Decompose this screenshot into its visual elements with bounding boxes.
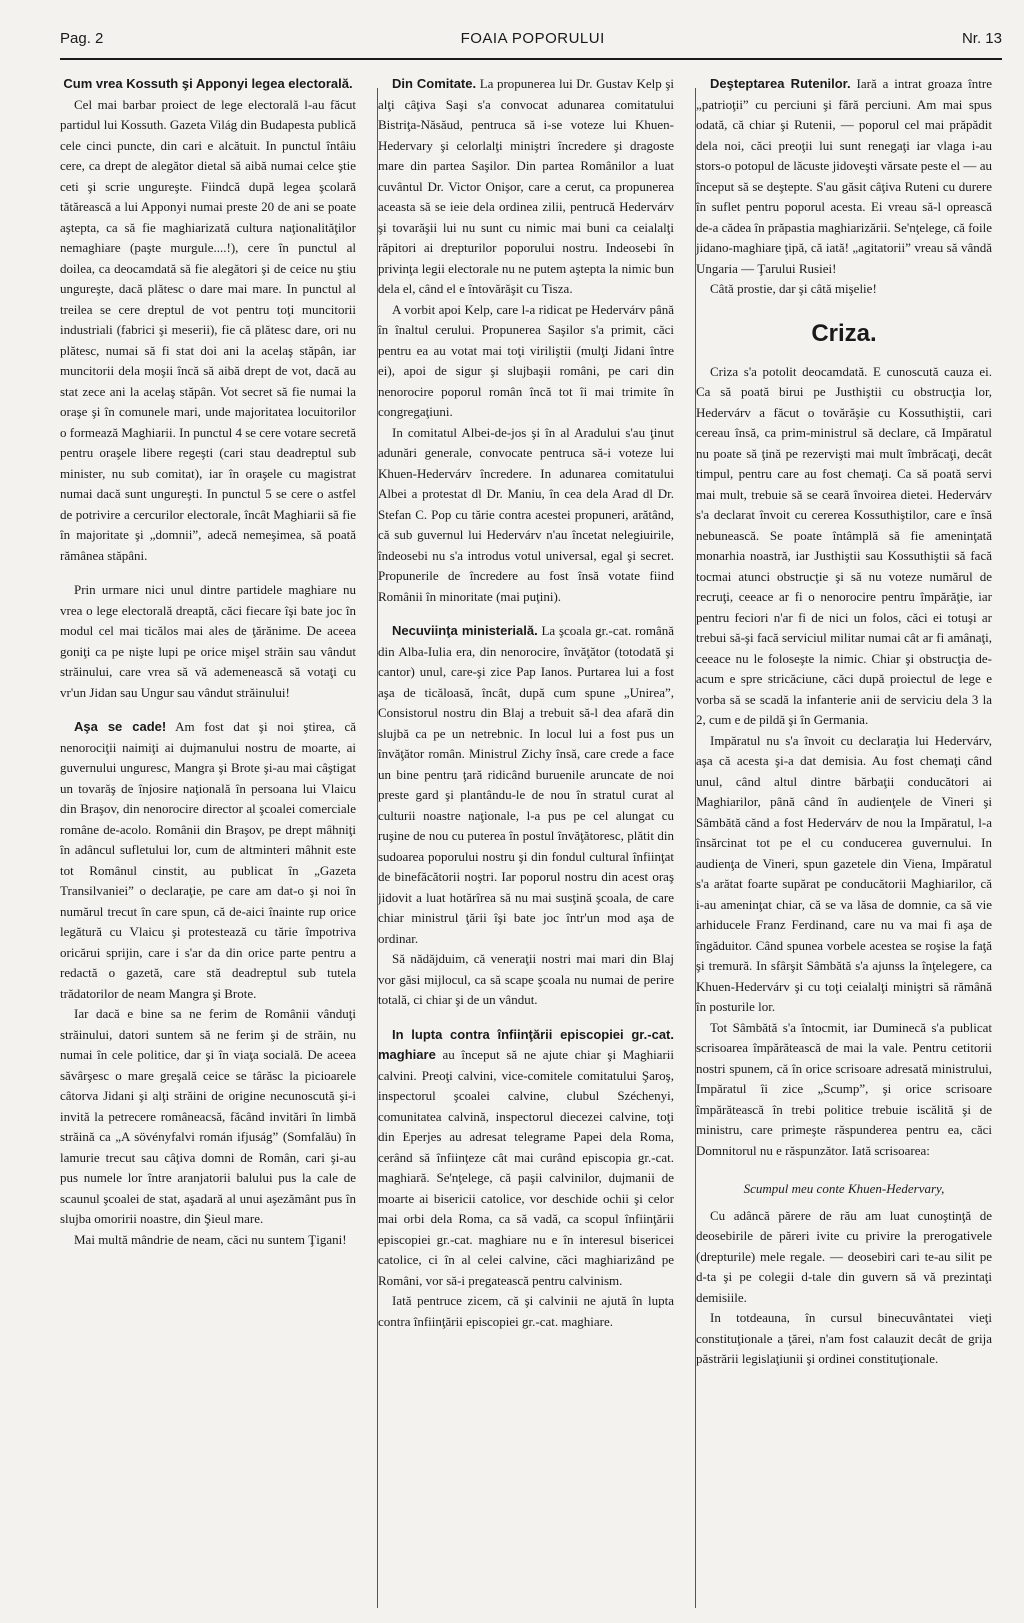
letter-salutation: Scumpul meu conte Khuen-Hedervary, [743,1181,945,1196]
header-rule [60,58,1002,60]
article-paragraph: In totdeauna, în cursul binecuvântatei vieţi constituţionale a ţărei, n'am fost calauzit decât de grija păstrării legislaţiunii şi ordinei constituţionale. [696,1310,992,1366]
article-text: La şcoala gr.-cat. română din Alba-Iulia era, din nenorocire, învăţător (totodată şi cantor) unul, care-şi zice Pap Ianos. Purtarea lui a fost aşa de ticăloasă, încât, după cum spune „Unirea”, Consistorul nostru din Blaj a trebuit să-l dea afară din slujbă ca pe un netrebnic. In locul lui a fost pus un învăţător român. Ministrul Zichy însă, care crede a face un bine pentru ţară ridicând buruenile aruncate de noi preste gard şi plantându-le de nou în stratul curat al culturii noastre naţionale, l-a pus pe cel alungat cu ruşine de nou cu puterea în postul învăţătoresc, plătit din sudoarea poporului nostru şi din fondul cultural înfiinţat de binefăcătorii noştri. Iar poporul nostru din acest oraş jidovit a luat hotărîrea să nu mai susţină şcoala, de care chiar ministrul ţării îşi bate joc într'un mod aşa de ordinar. [378,623,674,946]
article-paragraph: A vorbit apoi Kelp, care l-a ridicat pe Hedervárv până în înaltul cerului. Propunerea Saşilor s'a primit, căci pentru ea au votat mai toţi viriliştii (mulţi Jidani între ei), apoi de sigur şi slujbaşii români, pe cari din nenorocire poporul român încă tot îi mai trimite în congregaţiuni. [378,301,674,419]
article-paragraph: Iar dacă e bine sa ne ferim de Românii vânduţi străinului, datori suntem să ne ferim şi de străin, nu numai în cele politice, dar şi în viaţa socială. De aceea săvârşesc o mare greşală ceice se târăsc la picioarele câtorva Jidani şi alţi străini de origine necunoscută şi-i invită la petrecere româneacsă, făcând invitări în limbă străină ca „A sövényfalvi román ifjuság” (Somfalău) în lamurie trecut sau câţiva domni de Român, cari şi-au pus numele lor între aranjatorii balului pus la cale de scaunul şcoalei de stat, aşadară al unui aşezământ pus în slujba omoririi noastre, din Şieul mare. [60,1006,356,1226]
issue-number: Nr. 13 [961,30,1002,47]
column-divider [377,88,378,1608]
article-lead-asa-se-cade: Aşa se cade! [74,719,167,734]
column-1 [60,74,356,1614]
article-paragraph: Impăratul nu s'a învoit cu declaraţia lui Hedervárv, aşa că acesta şi-a dat demisia. Au fost chemaţi când unul, când altul dintre bărbaţii conducători ai Maghiarilor, până când în audienţele de Vineri şi Sâmbătă cănd a fost Hedervárv de nou la Impăratul, l-a însărcinat tot pe el cu conducerea guvernului. In audienţa de Vineri, spun gazetele din Viena, Impăratul s'a arătat foarte supărat pe conducătorii Maghiarilor, că i-au ameninţat chiar, că se va lăsa de domnie, ca să vie arhiducele Franz Ferdinand, care nu va mai fi aşa de îngăduitor. Când spunea vorbele acestea se roşise la faţă şi tremură. In sfârşit Sâmbătă s'a ajunss la înţelegere, ca Khuen-Hedervárv şi cu toţi ceialalţi miniştri să rămână în posturile lor. [696,732,992,1014]
article-text: Iară a intrat groaza între „patrioţii” cu perciuni şi fără perciuni. Am mai spus odată, că chiar şi Rutenii, — poporul cel mai prăpădit dela noi, căci preoţii lui sunt renegaţi iar vlaga i-au stors-o potopul de lăcuste jidoveşti vărsate peste el — au început să se deştepte. S'au găsit câţiva Ruteni cu durere în suflet pentru poporul acesta. Ei vreau să-l oprească de-a cădea în prăpastia maghiarizării. Se'nţelege, că foile jidano-maghiare ţipă, că iată! „agitatorii” vreau să vândă Ungaria — Ţarului Rusiei! [696,76,992,276]
article-paragraph: Cu adâncă părere de rău am luat cunoştinţă de deosebirile de păreri ivite cu privire la prerogativele (drepturile) mele regale. — deosebiri cari te-au silit pe d-ta şi pe colegii d-tale din guvern să vă prezintaţi demisiile. [696,1207,992,1305]
article-text: La propunerea lui Dr. Gustav Kelp şi alţi câţiva Saşi s'a convocat adunarea comitatului Bistriţa-Năsăud, pentruca să i-se voteze lui Khuen-Hedervary şi celorlalţi miniştri încredere şi dragoste mare din partea Saşilor. Din partea Românilor a luat cuvântul Dr. Victor Onişor, care a cerut, ca propunerea aceasta să se ieie dela ordinea zilii, pentrucă Hedervárv şi tovarăşii lui nu sunt cu nimic mai buni ca ceialalţi răpitori ai drepturilor poporului nostru. Indeosebi în privinţa legii electorale nu ne putem aştepta la nimic bun dela el, când el e întovărăşit cu Tisza. [378,76,674,296]
article-heading-legea-electorala: Cum vrea Kossuth şi Apponyi legea electorală. [63,76,353,91]
column-2 [378,74,674,1614]
article-paragraph: Prin urmare nici unul dintre partidele maghiare nu vrea o lege electorală dreaptă, căci fiecare îşi bate joc în modul cel mai ticălos mai ales de ţărănime. De aceea goniţi ca pe nişte lupi pe orice mişel străin sau vândut străinului, care vrea să vă ademenească să votaţi cu vr'un Jidan sau Ungur sau vândut străinului! [60,582,356,700]
article-lead-rutenii: Deşteptarea Rutenilor. [710,76,851,91]
article-lead-din-comitate: Din Comitate. [392,76,477,91]
article-paragraph [378,74,674,300]
article-paragraph: Tot Sâmbătă s'a întocmit, iar Duminecă s'a publicat scrisoarea împărătească de mai la vale. Pentru cetitorii nostri spunem, că în orice scrisoare adresată ministrului, Impăratul îi zice „Scump”, şi orice scrisoare împărătească în trebi politice trebuie iscălită şi de ministru, care primeşte răspunderea pentru ea, căci Domnitorul nu e răspunzător. Iată scrisoarea: [696,1019,992,1158]
article-paragraph: Câtă prostie, dar şi câtă mişelie! [710,281,877,296]
article-lead-episcopie: In lupta contra înfiinţării episcopiei gr.-cat. maghiare [378,1026,674,1062]
article-lead-necuviinta: Necuviinţa ministerială. [392,623,538,638]
article-paragraph: Criza s'a potolit deocamdată. E cunoscută cauza ei. Ca să poată birui pe Justhiştii cu obstrucţia lor, Hedervárv a făcut o tovărăşie cu Kossuthiştii, cari cereau însă, ca prim-ministrul să declare, că Impăratul nu poate să ţină pe rezervişti mai mult îmbrăcaţi, decât timpul, pentru care au fost chemaţi. Ca să poată servi mai mult, trebuie să se ceară învoirea dietei. Hedervárv s'a declarat învoit cu cererea Kossuthiştilor, care e însă nebunească. Se poate întâmplă să fie ameninţată monarhia noastră, iar Justhiştii sau Kossuthiştii să facă tocmai atunci obstrucţie şi să nu voteze numărul de recruţi, ceeace ar fi o nenorocire pentru împărăţie, iar pentru feciori n'ar fi de nici un folos, căci ei totuşi ar trebui să-şi facă serviciul militar numai cât ar fi amânaţi, ceeace nu le foloseşte la nimic. Chiar şi obstrucţia de-acum e spre stricăciune, căci după proiectul de lege e vorba să se scadă la infanterie anii de serviciu dela 3 la 2, cum e de pildă şi în Germania. [696,363,992,727]
article-paragraph: In comitatul Albei-de-jos şi în al Aradului s'au ţinut adunări generale, convocate pentruca să-i voteze lui Khuen-Hedervárv încredere. In adunarea comitatului Albei a protestat dl Dr. Maniu, în cea dela Arad dl Dr. Stefan C. Pop cu tărie contra acestei propuneri, arătând, că sub guvernul lui Hedervárv n'au încetat nelegiuirile, îndeosebi nu s'a introdus votul universal, egal şi secret. Propunerile de încredere au fost însă votate fiind Românii în minoritate (mai puţini). [378,424,674,604]
article-paragraph: Iată pentruce zicem, că şi calvinii ne ajută în lupta contra înfiinţării episcopiei gr.-cat. maghiare. [378,1293,674,1329]
page-header [60,30,1002,56]
article-paragraph: Să nădăjduim, că veneraţii nostri mai mari din Blaj vor găsi mijlocul, ca să scape şcoala nu numai de perire totală, ci chiar şi de un vândut. [378,951,674,1007]
article-paragraph: Cel mai barbar proiect de lege electorală l-au făcut partidul lui Kossuth. Gazeta Világ din Budapesta publică cele cinci puncte, din cari e alcătuit. In punctul întâiu cere, ca drept de alegător dietal să aibă numai celce ştie ceti şi scrie ungureşte. Fiindcă după legea şcolară tătărească a lui Apponyi numai preste 20 de ani se poate aştepta, ca să fie maghiarizată cultura naţionalităţilor nemaghiare (paşte murgule....!), cere în punctul al doilea, ca deocamdată să fie alegători şi de ceice nu ştiu ungureşte, dacă plătesc o dare mai mare. In punctul al treilea se cere dreptul de vot pentru toţi muncitorii industriali (fabrici şi meserii), fie că plătesc dare, ori nu plătesc, numai să fi stat doi ani la acelaş stăpân, iar muncitorii dela moşii încă să aibă drept de vot, dacă au stat zece ani la acelaş stăpân. Vot secret să fie numai la oraşe şi în comunele mari, unde majoritatea locuitorilor o formează Maghiarii. In punctul 4 se cere votare secretă pentru oraşele libere regeşti (cari stau deadreptul sub minister, nu sub comitat), iar în oraşele cu magistrat numai dacă sunt ungureşti. In punctul 5 se cere o astfel de potrivire a cercurilor electorale, încât Maghiarii să fie în majoritate şi „domnii”, adecă nemeşimea, să poată rămânea stăpâni. [60,96,356,563]
article-text: Am fost dat şi noi ştirea, că nenorociţii naimiţi ai dujmanului nostru de moarte, ai guvernului unguresc, Mangra şi Brote şi-au mai câştigat un tovarăş de înjosire naţională în persoana lui Vlaicu din Braşov, din nenorocire director al şcoalei comerciale române de-acolo. Românii din Braşov, pe drept mâhniţi în adâncul sufletului lor, cum de altminteri mâhnit este tot Românul cinstit, au publicat în „Gazeta Transilvaniei” o declaraţie, pe care am dat-o şi noi în numărul trecut în care spun, că de-aici înainte rup orice legătură cu Vlaicu şi protestează cu tărie împotriva oricărui sprijin, care i s'ar da din orice parte pentru a redactă o gazetă, care stă deadreptul sub tutela trădatorilor de neam Mangra şi Brote. [60,719,356,1001]
article-paragraph [696,74,992,279]
page-number: Pag. 2 [60,30,104,47]
article-heading-criza: Criza. [811,319,877,347]
column-3 [696,74,992,1614]
article-text: au început să ne ajute chiar şi Maghiarii calvini. Preoţi calvini, vice-comitele comitatului Şaroş, inspectorul şcoalei calvine, clubul Széchenyi, comunitatea calvină, inspectorul diecezei calvine, toţi din Eperjes au adresat telegrame Papei dela Roma, cerând să înfiinţeze cât mai curând episcopia gr.-cat. maghiară. Se'nţelege, că paşii calvinilor, dujmanii de moarte ai bisericii catolice, vor deschide ochii şi celor mai orbi dela Roma, ca să vadă, ca scopul înfiinţării episcopiei gr.-cat. maghiare nu e în interesul bisericei catolice, ci în al celei calvine, căci maghiarizând pe Români, vor să-i pregatească pentru calvinism. [378,1047,674,1288]
column-divider [695,88,696,1608]
newspaper-title: FOAIA POPORULUI [460,30,605,47]
article-paragraph: Mai multă mândrie de neam, căci nu suntem Ţigani! [74,1231,347,1247]
article-columns [60,74,1002,1614]
article-paragraph [378,1025,674,1292]
article-paragraph [378,621,674,949]
article-paragraph [60,717,356,1004]
